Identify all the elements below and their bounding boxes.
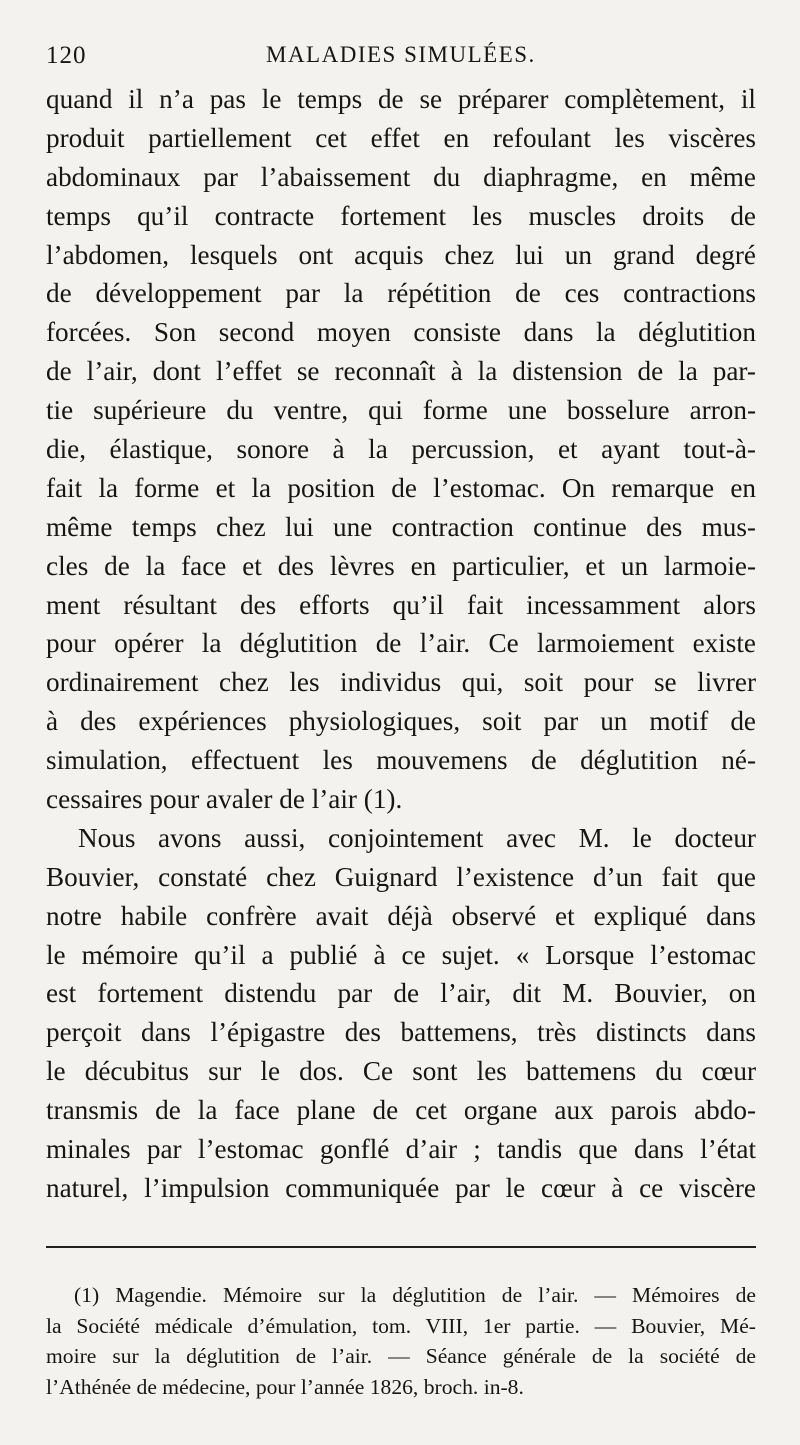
- body-line: tie supérieure du ventre, qui forme une bosselure arron-: [46, 395, 756, 426]
- body-line: transmis de la face plane de cet organe aux parois abdo-: [46, 1095, 756, 1126]
- body-line: Bouvier, constaté chez Guignard l’existence d’un fait que: [46, 861, 756, 892]
- body-line: cles de la face et des lèvres en particulier, et un larmoie-: [46, 550, 756, 581]
- footnote-line: la Société médicale d’émulation, tom. VIII, 1er partie. — Bouvier, Mé-: [46, 1313, 756, 1338]
- running-title: MALADIES SIMULÉES.: [266, 42, 536, 67]
- body-line: pour opérer la déglutition de l’air. Ce larmoiement existe: [46, 628, 756, 659]
- body-line: le décubitus sur le dos. Ce sont les battemens du cœur: [46, 1056, 756, 1087]
- body-line: ordinairement chez les individus qui, soit pour se livrer: [46, 667, 756, 698]
- body-line: simulation, effectuent les mouvemens de déglutition né-: [46, 745, 756, 776]
- body-line: Nous avons aussi, conjointement avec M. le docteur: [78, 822, 756, 853]
- body-line: le mémoire qu’il a publié à ce sujet. « Lorsque l’estomac: [46, 939, 756, 970]
- body-line: de développement par la répétition de ces contractions: [46, 278, 756, 309]
- footnotes: [46, 1280, 756, 1402]
- body-text: [46, 80, 756, 1208]
- footnote-divider: [46, 1246, 756, 1248]
- body-line: abdominaux par l’abaissement du diaphragme, en même: [46, 161, 756, 192]
- page-number: 120: [46, 42, 87, 69]
- footnote-line: (1) Magendie. Mémoire sur la déglutition de l’air. — Mémoires de: [74, 1283, 756, 1307]
- body-line: même temps chez lui une contraction continue des mus-: [46, 511, 756, 542]
- body-line: l’abdomen, lesquels ont acquis chez lui un grand degré: [46, 239, 756, 270]
- body-line: temps qu’il contracte fortement les muscles droits de: [46, 200, 756, 231]
- footnote-line: moire sur la déglutition de l’air. — Séance générale de la société de: [46, 1344, 756, 1368]
- page-header: [46, 36, 756, 76]
- body-line: de l’air, dont l’effet se reconnaît à la distension de la par-: [46, 356, 756, 387]
- body-line: cessaires pour avaler de l’air (1).: [46, 784, 403, 815]
- body-line: quand il n’a pas le temps de se préparer complètement, il: [46, 84, 756, 114]
- body-line: perçoit dans l’épigastre des battemens, très distincts dans: [46, 1017, 756, 1048]
- body-line: minales par l’estomac gonflé d’air ; tandis que dans l’état: [46, 1134, 756, 1165]
- body-line: fait la forme et la position de l’estomac. On remarque en: [46, 472, 756, 503]
- body-line: est fortement distendu par de l’air, dit M. Bouvier, on: [46, 978, 756, 1009]
- footnote-line: l’Athénée de médecine, pour l’année 1826, broch. in-8.: [46, 1374, 524, 1399]
- body-line: produit partiellement cet effet en refoulant les viscères: [46, 122, 756, 153]
- body-line: notre habile confrère avait déjà observé et expliqué dans: [46, 900, 756, 931]
- body-line: à des expériences physiologiques, soit par un motif de: [46, 706, 756, 737]
- body-line: forcées. Son second moyen consiste dans la déglutition: [46, 317, 756, 348]
- body-line: ment résultant des efforts qu’il fait incessamment alors: [46, 589, 756, 620]
- body-line: die, élastique, sonore à la percussion, et ayant tout-à-: [46, 434, 756, 465]
- body-line: naturel, l’impulsion communiquée par le cœur à ce viscère: [46, 1172, 756, 1203]
